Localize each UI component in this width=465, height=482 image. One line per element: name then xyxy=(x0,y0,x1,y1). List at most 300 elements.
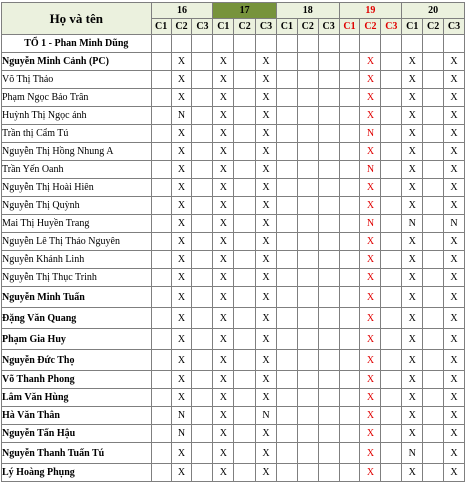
shift-mark-cell xyxy=(423,143,444,161)
shift-mark-cell xyxy=(297,53,318,71)
shift-mark-cell: X xyxy=(360,233,381,251)
shift-mark-cell: X xyxy=(402,329,423,350)
shift-mark-cell xyxy=(192,233,213,251)
shift-mark-cell: X xyxy=(213,308,234,329)
shift-mark-cell xyxy=(318,179,339,197)
shift-mark-cell xyxy=(339,107,360,125)
table-row xyxy=(2,407,465,425)
shift-mark-cell xyxy=(276,308,297,329)
shift-mark-cell xyxy=(297,35,318,53)
shift-mark-cell xyxy=(339,89,360,107)
shift-mark-cell xyxy=(444,35,465,53)
shift-mark-cell xyxy=(234,233,256,251)
shift-mark-cell: X xyxy=(402,425,423,443)
shift-mark-cell xyxy=(381,71,402,89)
shift-mark-cell xyxy=(381,269,402,287)
shift-mark-cell: X xyxy=(256,389,277,407)
shift-mark-cell: X xyxy=(360,464,381,482)
employee-name-cell: Nguyễn Lê Thị Thảo Nguyên xyxy=(2,233,152,251)
day-header: 20 xyxy=(402,3,465,19)
shift-mark-cell: X xyxy=(444,287,465,308)
shift-mark-cell xyxy=(234,143,256,161)
shift-mark-cell xyxy=(276,179,297,197)
shift-header: C2 xyxy=(360,19,381,35)
shift-mark-cell: X xyxy=(360,407,381,425)
shift-mark-cell: X xyxy=(402,308,423,329)
shift-mark-cell xyxy=(318,329,339,350)
shift-mark-cell xyxy=(234,35,256,53)
shift-mark-cell: X xyxy=(402,89,423,107)
shift-mark-cell: X xyxy=(444,89,465,107)
employee-name-cell: Phạm Ngọc Bảo Trân xyxy=(2,89,152,107)
shift-mark-cell: X xyxy=(444,251,465,269)
shift-header: C3 xyxy=(256,19,277,35)
shift-mark-cell: X xyxy=(171,125,192,143)
table-row xyxy=(2,350,465,371)
shift-mark-cell xyxy=(381,89,402,107)
shift-mark-cell: X xyxy=(213,125,234,143)
shift-mark-cell xyxy=(423,35,444,53)
shift-mark-cell: X xyxy=(402,269,423,287)
shift-mark-cell xyxy=(276,464,297,482)
shift-mark-cell: X xyxy=(444,233,465,251)
shift-mark-cell: X xyxy=(171,287,192,308)
table-row xyxy=(2,89,465,107)
shift-mark-cell: X xyxy=(444,371,465,389)
table-row xyxy=(2,269,465,287)
shift-mark-cell xyxy=(318,107,339,125)
shift-mark-cell xyxy=(297,179,318,197)
shift-mark-cell xyxy=(381,287,402,308)
shift-mark-cell xyxy=(318,464,339,482)
shift-mark-cell xyxy=(318,35,339,53)
shift-mark-cell xyxy=(318,215,339,233)
shift-mark-cell xyxy=(297,197,318,215)
shift-mark-cell xyxy=(423,425,444,443)
employee-name-cell: Huỳnh Thị Ngọc ánh xyxy=(2,107,152,125)
shift-mark-cell: X xyxy=(256,464,277,482)
shift-header: C1 xyxy=(213,19,234,35)
shift-mark-cell xyxy=(297,269,318,287)
shift-mark-cell xyxy=(381,407,402,425)
shift-mark-cell xyxy=(297,443,318,464)
shift-mark-cell xyxy=(151,197,171,215)
shift-mark-cell: X xyxy=(360,107,381,125)
shift-mark-cell: X xyxy=(402,71,423,89)
table-row xyxy=(2,107,465,125)
shift-mark-cell xyxy=(318,443,339,464)
shift-mark-cell: X xyxy=(444,71,465,89)
employee-name-cell: TỔ 1 - Phan Minh Dũng xyxy=(2,35,152,53)
shift-mark-cell: X xyxy=(444,269,465,287)
shift-mark-cell xyxy=(276,197,297,215)
shift-mark-cell xyxy=(339,443,360,464)
shift-mark-cell xyxy=(339,35,360,53)
shift-mark-cell xyxy=(318,407,339,425)
shift-mark-cell xyxy=(151,35,171,53)
shift-mark-cell xyxy=(339,407,360,425)
shift-mark-cell xyxy=(297,287,318,308)
shift-mark-cell xyxy=(339,161,360,179)
shift-mark-cell: X xyxy=(444,464,465,482)
shift-mark-cell xyxy=(381,179,402,197)
shift-mark-cell: X xyxy=(213,464,234,482)
shift-mark-cell xyxy=(318,143,339,161)
shift-mark-cell: X xyxy=(256,215,277,233)
shift-mark-cell xyxy=(318,161,339,179)
shift-mark-cell xyxy=(151,251,171,269)
shift-mark-cell xyxy=(339,269,360,287)
shift-mark-cell xyxy=(151,53,171,71)
table-body xyxy=(2,35,465,482)
shift-mark-cell: N xyxy=(402,443,423,464)
shift-mark-cell: X xyxy=(213,71,234,89)
shift-mark-cell: X xyxy=(444,389,465,407)
shift-mark-cell: X xyxy=(360,287,381,308)
employee-name-cell: Phạm Gia Huy xyxy=(2,329,152,350)
employee-name-cell: Võ Thanh Phong xyxy=(2,371,152,389)
table-row xyxy=(2,464,465,482)
shift-mark-cell: N xyxy=(402,215,423,233)
shift-mark-cell xyxy=(423,161,444,179)
shift-mark-cell: X xyxy=(171,269,192,287)
shift-mark-cell xyxy=(318,233,339,251)
shift-mark-cell: X xyxy=(171,443,192,464)
shift-mark-cell xyxy=(381,53,402,71)
shift-mark-cell xyxy=(192,215,213,233)
shift-mark-cell xyxy=(276,35,297,53)
shift-mark-cell: X xyxy=(256,425,277,443)
shift-mark-cell xyxy=(423,125,444,143)
attendance-table xyxy=(1,2,465,482)
shift-mark-cell xyxy=(402,35,423,53)
shift-mark-cell xyxy=(276,89,297,107)
shift-mark-cell xyxy=(151,71,171,89)
table-row xyxy=(2,35,465,53)
shift-mark-cell: X xyxy=(402,287,423,308)
shift-mark-cell xyxy=(423,71,444,89)
shift-mark-cell xyxy=(339,53,360,71)
shift-header: C2 xyxy=(234,19,256,35)
shift-mark-cell xyxy=(234,161,256,179)
shift-mark-cell xyxy=(276,389,297,407)
shift-mark-cell xyxy=(339,143,360,161)
shift-mark-cell xyxy=(339,464,360,482)
shift-mark-cell: X xyxy=(213,161,234,179)
shift-mark-cell xyxy=(192,161,213,179)
shift-mark-cell xyxy=(423,89,444,107)
table-row xyxy=(2,389,465,407)
day-header: 17 xyxy=(213,3,277,19)
shift-mark-cell xyxy=(318,425,339,443)
shift-mark-cell xyxy=(297,371,318,389)
shift-mark-cell xyxy=(151,464,171,482)
shift-mark-cell xyxy=(381,197,402,215)
shift-mark-cell xyxy=(234,389,256,407)
shift-mark-cell xyxy=(318,350,339,371)
shift-mark-cell: X xyxy=(360,350,381,371)
shift-mark-cell xyxy=(234,125,256,143)
shift-mark-cell: X xyxy=(360,251,381,269)
shift-mark-cell xyxy=(151,287,171,308)
shift-mark-cell xyxy=(192,287,213,308)
shift-mark-cell: X xyxy=(256,350,277,371)
shift-mark-cell xyxy=(151,161,171,179)
shift-mark-cell xyxy=(234,269,256,287)
shift-mark-cell xyxy=(381,125,402,143)
shift-mark-cell: X xyxy=(171,329,192,350)
shift-mark-cell: N xyxy=(360,161,381,179)
shift-mark-cell: X xyxy=(171,197,192,215)
shift-header: C1 xyxy=(151,19,171,35)
shift-mark-cell: X xyxy=(213,53,234,71)
shift-mark-cell: X xyxy=(360,308,381,329)
employee-name-cell: Nguyễn Tấn Hậu xyxy=(2,425,152,443)
shift-mark-cell: X xyxy=(360,371,381,389)
shift-mark-cell: X xyxy=(171,251,192,269)
shift-mark-cell xyxy=(151,89,171,107)
shift-mark-cell xyxy=(151,107,171,125)
table-row xyxy=(2,287,465,308)
shift-header: C1 xyxy=(276,19,297,35)
employee-name-cell: Hà Văn Thân xyxy=(2,407,152,425)
shift-mark-cell xyxy=(381,308,402,329)
shift-mark-cell xyxy=(276,215,297,233)
shift-mark-cell xyxy=(192,425,213,443)
shift-mark-cell: X xyxy=(402,161,423,179)
shift-mark-cell: X xyxy=(402,143,423,161)
shift-mark-cell: X xyxy=(171,215,192,233)
shift-mark-cell: X xyxy=(256,233,277,251)
shift-mark-cell xyxy=(297,71,318,89)
shift-header: C2 xyxy=(297,19,318,35)
shift-mark-cell xyxy=(276,251,297,269)
shift-mark-cell xyxy=(171,35,192,53)
shift-mark-cell: X xyxy=(213,143,234,161)
shift-mark-cell: X xyxy=(360,443,381,464)
shift-mark-cell: X xyxy=(213,287,234,308)
shift-mark-cell xyxy=(339,179,360,197)
shift-mark-cell xyxy=(297,143,318,161)
shift-mark-cell: X xyxy=(256,371,277,389)
shift-mark-cell: N xyxy=(171,425,192,443)
shift-mark-cell: X xyxy=(171,89,192,107)
shift-mark-cell xyxy=(381,143,402,161)
shift-mark-cell: X xyxy=(402,371,423,389)
shift-header: C2 xyxy=(423,19,444,35)
shift-mark-cell: X xyxy=(444,407,465,425)
shift-mark-cell xyxy=(297,425,318,443)
table-row xyxy=(2,308,465,329)
shift-mark-cell xyxy=(318,125,339,143)
employee-name-cell: Lý Hoàng Phụng xyxy=(2,464,152,482)
shift-mark-cell: X xyxy=(213,407,234,425)
shift-mark-cell xyxy=(276,233,297,251)
shift-mark-cell xyxy=(297,107,318,125)
shift-mark-cell xyxy=(234,179,256,197)
shift-mark-cell: X xyxy=(402,407,423,425)
shift-mark-cell: X xyxy=(402,179,423,197)
shift-mark-cell xyxy=(381,215,402,233)
shift-mark-cell: X xyxy=(213,425,234,443)
table-row xyxy=(2,143,465,161)
shift-mark-cell xyxy=(318,287,339,308)
table-row xyxy=(2,71,465,89)
shift-mark-cell xyxy=(381,233,402,251)
shift-mark-cell: X xyxy=(256,53,277,71)
shift-mark-cell xyxy=(318,371,339,389)
shift-mark-cell xyxy=(423,308,444,329)
shift-mark-cell: X xyxy=(360,53,381,71)
shift-mark-cell xyxy=(234,371,256,389)
shift-mark-cell xyxy=(234,215,256,233)
shift-mark-cell: X xyxy=(402,350,423,371)
shift-mark-cell: X xyxy=(256,161,277,179)
shift-mark-cell xyxy=(256,35,277,53)
shift-mark-cell: X xyxy=(213,443,234,464)
shift-mark-cell xyxy=(234,350,256,371)
shift-mark-cell: X xyxy=(256,329,277,350)
shift-mark-cell xyxy=(192,53,213,71)
shift-mark-cell: X xyxy=(402,53,423,71)
shift-mark-cell xyxy=(297,407,318,425)
shift-mark-cell xyxy=(423,233,444,251)
shift-mark-cell xyxy=(339,308,360,329)
employee-name-cell: Nguyễn Thị Hồng Nhung A xyxy=(2,143,152,161)
shift-mark-cell xyxy=(192,443,213,464)
shift-mark-cell xyxy=(151,425,171,443)
shift-mark-cell xyxy=(297,215,318,233)
table-row xyxy=(2,125,465,143)
shift-mark-cell xyxy=(276,161,297,179)
shift-mark-cell: X xyxy=(444,161,465,179)
shift-mark-cell xyxy=(151,308,171,329)
shift-mark-cell xyxy=(276,407,297,425)
shift-mark-cell xyxy=(339,233,360,251)
shift-mark-cell xyxy=(234,53,256,71)
shift-mark-cell xyxy=(192,371,213,389)
shift-mark-cell xyxy=(339,425,360,443)
shift-mark-cell: X xyxy=(213,269,234,287)
shift-mark-cell xyxy=(151,179,171,197)
shift-mark-cell xyxy=(192,107,213,125)
shift-mark-cell xyxy=(318,53,339,71)
day-header: 18 xyxy=(276,3,339,19)
table-row xyxy=(2,251,465,269)
shift-mark-cell xyxy=(151,407,171,425)
shift-mark-cell: N xyxy=(444,215,465,233)
shift-mark-cell: X xyxy=(360,143,381,161)
shift-mark-cell: X xyxy=(444,443,465,464)
table-row xyxy=(2,443,465,464)
shift-mark-cell: X xyxy=(444,197,465,215)
shift-mark-cell xyxy=(423,197,444,215)
shift-mark-cell xyxy=(339,371,360,389)
shift-mark-cell xyxy=(234,464,256,482)
shift-mark-cell xyxy=(192,407,213,425)
shift-mark-cell xyxy=(276,287,297,308)
shift-mark-cell: X xyxy=(402,107,423,125)
shift-mark-cell xyxy=(318,197,339,215)
shift-mark-cell xyxy=(192,464,213,482)
shift-mark-cell xyxy=(339,329,360,350)
shift-mark-cell: X xyxy=(444,329,465,350)
shift-mark-cell xyxy=(339,71,360,89)
shift-mark-cell: X xyxy=(360,89,381,107)
shift-mark-cell: X xyxy=(213,371,234,389)
shift-mark-cell xyxy=(192,197,213,215)
shift-mark-cell: X xyxy=(213,215,234,233)
shift-mark-cell xyxy=(318,269,339,287)
shift-mark-cell xyxy=(318,308,339,329)
shift-mark-cell xyxy=(276,329,297,350)
shift-mark-cell xyxy=(297,464,318,482)
shift-mark-cell: X xyxy=(444,425,465,443)
shift-mark-cell: X xyxy=(213,389,234,407)
shift-mark-cell xyxy=(151,371,171,389)
employee-name-cell: Võ Thị Thảo xyxy=(2,71,152,89)
shift-mark-cell xyxy=(339,197,360,215)
name-column-header: Họ và tên xyxy=(2,3,152,35)
shift-mark-cell: X xyxy=(213,350,234,371)
shift-mark-cell: N xyxy=(171,407,192,425)
shift-mark-cell xyxy=(339,125,360,143)
shift-mark-cell xyxy=(423,329,444,350)
shift-mark-cell xyxy=(151,389,171,407)
day-header: 19 xyxy=(339,3,402,19)
shift-mark-cell: X xyxy=(256,269,277,287)
shift-mark-cell xyxy=(151,269,171,287)
shift-mark-cell: X xyxy=(171,464,192,482)
employee-name-cell: Nguyễn Minh Tuấn xyxy=(2,287,152,308)
shift-mark-cell xyxy=(381,350,402,371)
shift-mark-cell: X xyxy=(444,143,465,161)
shift-mark-cell: X xyxy=(360,71,381,89)
shift-mark-cell: X xyxy=(256,143,277,161)
shift-mark-cell: X xyxy=(171,350,192,371)
shift-mark-cell xyxy=(339,287,360,308)
shift-mark-cell: X xyxy=(213,89,234,107)
employee-name-cell: Trần thị Cẩm Tú xyxy=(2,125,152,143)
shift-mark-cell xyxy=(192,143,213,161)
shift-mark-cell xyxy=(318,89,339,107)
shift-mark-cell: X xyxy=(402,197,423,215)
shift-mark-cell xyxy=(234,407,256,425)
shift-mark-cell: X xyxy=(256,287,277,308)
shift-mark-cell xyxy=(151,125,171,143)
shift-mark-cell xyxy=(151,443,171,464)
shift-mark-cell: N xyxy=(171,107,192,125)
shift-mark-cell xyxy=(276,443,297,464)
shift-mark-cell xyxy=(192,308,213,329)
shift-mark-cell: X xyxy=(256,197,277,215)
shift-header: C3 xyxy=(318,19,339,35)
shift-mark-cell: X xyxy=(360,389,381,407)
shift-mark-cell xyxy=(423,443,444,464)
shift-mark-cell: X xyxy=(171,53,192,71)
roster-sheet xyxy=(1,2,465,482)
shift-mark-cell: X xyxy=(444,308,465,329)
shift-mark-cell xyxy=(297,350,318,371)
table-row xyxy=(2,53,465,71)
shift-mark-cell xyxy=(234,197,256,215)
shift-mark-cell: X xyxy=(213,233,234,251)
shift-mark-cell xyxy=(297,233,318,251)
shift-mark-cell xyxy=(297,251,318,269)
shift-mark-cell: N xyxy=(360,125,381,143)
shift-mark-cell xyxy=(297,329,318,350)
shift-mark-cell xyxy=(234,425,256,443)
